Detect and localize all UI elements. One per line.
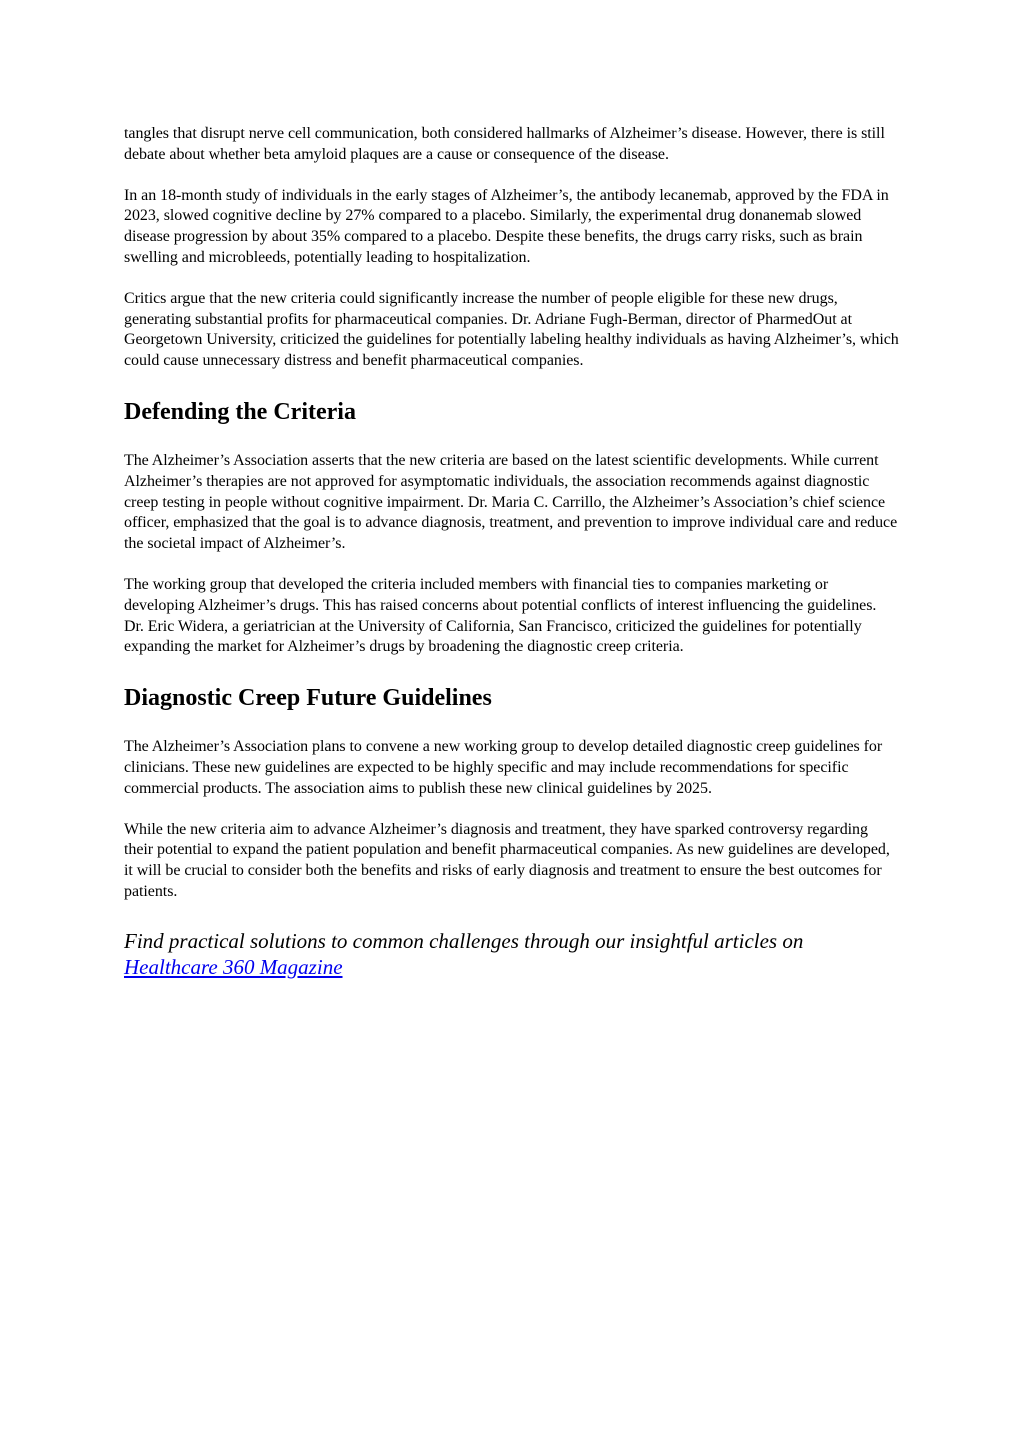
call-to-action	[124, 928, 844, 980]
section-heading-future-guidelines: Diagnostic Creep Future Guidelines	[124, 685, 492, 712]
section-heading-defending: Defending the Criteria	[124, 398, 356, 425]
body-paragraph: The Alzheimer’s Association plans to convene a new working group to develop detailed diagnostic creep guidelines for clinicians. These new guidelines are expected to be highly specific and may include recommendations for specific commercial products. The association aims to publish these new clinical guidelines by 2025.	[124, 738, 883, 797]
document-page	[124, 124, 900, 980]
body-paragraph: The Alzheimer’s Association asserts that the new criteria are based on the latest scientific developments. While current Alzheimer’s therapies are not approved for asymptomatic individuals, the association recommends against diagnostic creep testing in people without cognitive impairment. Dr. Maria C. Carrillo, the Alzheimer’s Association’s chief science officer, emphasized that the goal is to advance diagnosis, treatment, and prevention to improve individual care and reduce the societal impact of Alzheimer’s.	[124, 451, 898, 553]
cta-text: Find practical solutions to common challenges through our insightful articles on	[124, 928, 804, 953]
magazine-link[interactable]: Healthcare 360 Magazine	[124, 954, 343, 979]
body-paragraph: tangles that disrupt nerve cell communication, both considered hallmarks of Alzheimer’s disease. However, there is still debate about whether beta amyloid plaques are a cause or consequence of the disease.	[124, 125, 885, 163]
body-paragraph: The working group that developed the criteria included members with financial ties to companies marketing or developing Alzheimer’s drugs. This has raised concerns about potential conflicts of interest influencing the guidelines. Dr. Eric Widera, a geriatrician at the University of California, San Francisco, criticized the guidelines for potentially expanding the market for Alzheimer’s drugs by broadening the diagnostic creep criteria.	[124, 575, 877, 656]
body-paragraph: Critics argue that the new criteria could significantly increase the number of people eligible for these new drugs, generating substantial profits for pharmaceutical companies. Dr. Adriane Fugh-Berman, director of PharmedOut at Georgetown University, criticized the guidelines for potentially labeling healthy individuals as having Alzheimer’s, which could cause unnecessary distress and benefit pharmaceutical companies.	[124, 289, 899, 370]
body-paragraph: In an 18-month study of individuals in the early stages of Alzheimer’s, the antibody lecanemab, approved by the FDA in 2023, slowed cognitive decline by 27% compared to a placebo. Similarly, the experimental drug donanemab slowed disease progression by about 35% compared to a placebo. Despite these benefits, the drugs carry risks, such as brain swelling and microbleeds, potentially leading to hospitalization.	[124, 186, 889, 266]
body-paragraph: While the new criteria aim to advance Alzheimer’s diagnosis and treatment, they have sparked controversy regarding their potential to expand the patient population and benefit pharmaceutical companies. As new guidelines are developed, it will be crucial to consider both the benefits and risks of early diagnosis and treatment to ensure the best outcomes for patients.	[124, 820, 890, 900]
